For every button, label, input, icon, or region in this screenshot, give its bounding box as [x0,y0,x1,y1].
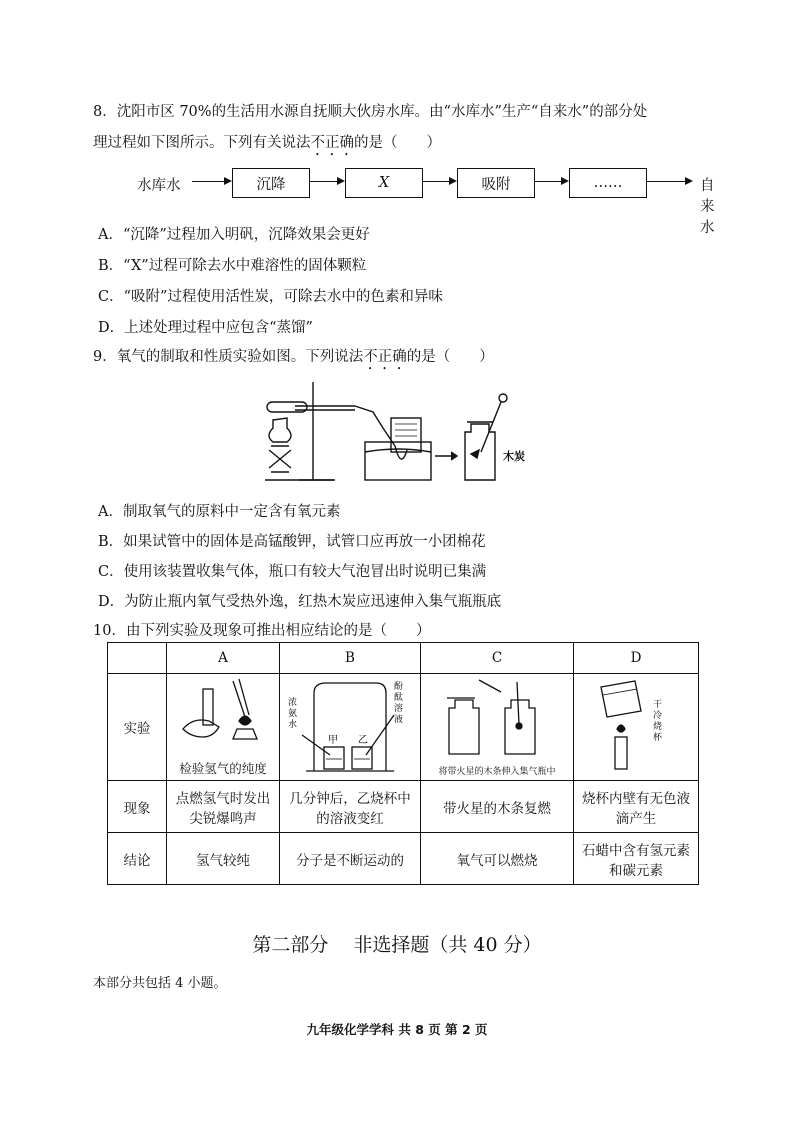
phen-d [574,781,699,833]
label-jia: 甲 [328,735,338,746]
header-c: C [421,643,574,674]
page-footer: 九年级化学学科 共 8 页 第 2 页 [306,1022,488,1037]
flow-step-x: X [345,168,423,198]
flow-end: 自来水 [700,178,715,236]
q8-option-a: A．“沉降”过程加入明矾，沉降效果会更好 [98,227,370,243]
q8-stem-pre: 理过程如下图所示。下列有关说法 [93,135,311,151]
flow-arrow [423,181,455,182]
phen-a [167,781,280,833]
q8-flow-diagram [137,168,715,236]
part-two-title: 第二部分 非选择题（共 40 分） [252,934,542,956]
molecule-diffusion-figure [282,675,418,775]
header-d: D [574,643,699,674]
label-dry-beaker-4: 杯 [653,733,663,743]
phen-a-line2: 尖锐爆鸣声 [189,810,257,827]
concl-a: 氢气较纯 [167,833,280,885]
phen-b-line2: 的溶液变红 [316,810,384,827]
table-row-phenomenon [108,781,699,833]
label-dry-beaker-2: 冷 [653,711,663,721]
dry-beaker-figure [581,677,691,773]
phen-d-line1: 烧杯内壁有无色液 [582,790,690,807]
concl-d-line1: 石蜡中含有氢元素 [582,842,690,859]
exp-cell-c [421,674,574,781]
flow-start: 水库水 [137,178,181,194]
label-ammonia-2: 氨 [288,709,298,719]
label-dry-beaker-3: 烧 [653,722,663,732]
concl-d [574,833,699,885]
table-row-experiment [108,674,699,781]
q9-stem-pre: 9．氧气的制取和性质实验如图。下列说法 [93,349,364,365]
q9-option-a: A．制取氧气的原料中一定含有氧元素 [98,504,341,520]
header-a: A [167,643,280,674]
caption-a: 检验氢气的纯度 [179,761,267,776]
table-row-conclusion [108,833,699,885]
flow-step-more: …… [569,168,647,198]
label-dry-beaker [653,699,665,743]
flow-arrow [535,181,567,182]
concl-d-line2: 和碳元素 [609,862,663,879]
phen-d-line2: 滴产生 [615,810,657,827]
label-ammonia [288,696,300,730]
label-dry-beaker-1: 干 [653,700,663,710]
label-ammonia-3: 水 [288,720,298,730]
label-phenol-4: 液 [394,715,404,725]
table-header-row [108,643,699,674]
part-two-note: 本部分共包括 4 小题。 [93,976,227,991]
label-phenol [394,680,406,725]
q9-option-d: D．为防止瓶内氧气受热外逸，红热木炭应迅速伸入集气瓶瓶底 [98,594,502,610]
glowing-splint-figure [427,678,567,760]
concl-c: 氧气可以燃烧 [421,833,574,885]
row-label-experiment: 实验 [108,674,167,781]
phen-a-line1: 点燃氢气时发出 [175,790,271,807]
q9-option-c: C．使用该装置收集气体，瓶口有较大气泡冒出时说明已集满 [98,564,487,580]
row-label-conclusion: 结论 [108,833,167,885]
header-b: B [280,643,421,674]
q8-option-d: D．上述处理过程中应包含“蒸馏” [98,320,313,336]
phen-c: 带火星的木条复燃 [421,781,574,833]
q9-option-b: B．如果试管中的固体是高锰酸钾，试管口应再放一小团棉花 [98,534,486,550]
label-phenol-2: 酞 [394,693,404,703]
q10-experiment-table [107,642,699,885]
label-yi: 乙 [358,735,368,746]
flow-arrow [192,181,230,182]
phen-b [280,781,421,833]
label-phenol-3: 溶 [394,704,404,714]
row-label-phenomenon: 现象 [108,781,167,833]
flow-arrow [310,181,343,182]
q9-stem-emphasis: 不正确 [363,349,407,365]
phen-b-line1: 几分钟后，乙烧杯中 [289,790,411,807]
exp-cell-d [574,674,699,781]
flow-step-settle: 沉降 [232,168,310,198]
q8-stem-post: 的是（ ） [354,135,441,151]
q8-stem-emphasis: 不正确 [310,135,354,151]
q9-stem-post: 的是（ ） [406,349,494,365]
exp-cell-b [280,674,421,781]
exp-cell-a [167,674,280,781]
figure-label-charcoal: 木炭 [503,450,525,463]
label-phenol-1: 酚 [394,682,404,692]
q10-stem: 10．由下列实验及现象可推出相应结论的是（ ） [93,623,431,639]
header-empty [108,643,167,674]
concl-b: 分子是不断运动的 [280,833,421,885]
flow-arrow [647,181,691,182]
label-ammonia-1: 浓 [288,698,298,708]
oxygen-apparatus-figure [255,380,545,490]
q9-stem [93,345,494,373]
q8-stem-line1: 8．沈阳市区 70%的生活用水源自抚顺大伙房水库。由“水库水”生产“自来水”的部分处 [93,104,648,120]
q8-option-b: B．“X”过程可除去水中难溶性的固体颗粒 [98,258,367,274]
flow-step-adsorb: 吸附 [457,168,535,198]
q8-stem-line2 [93,131,441,159]
caption-c: 将带火星的木条伸入集气瓶中 [438,766,556,777]
q8-option-c: C．“吸附”过程使用活性炭，可除去水中的色素和异味 [98,289,443,305]
hydrogen-test-figure [173,677,273,755]
